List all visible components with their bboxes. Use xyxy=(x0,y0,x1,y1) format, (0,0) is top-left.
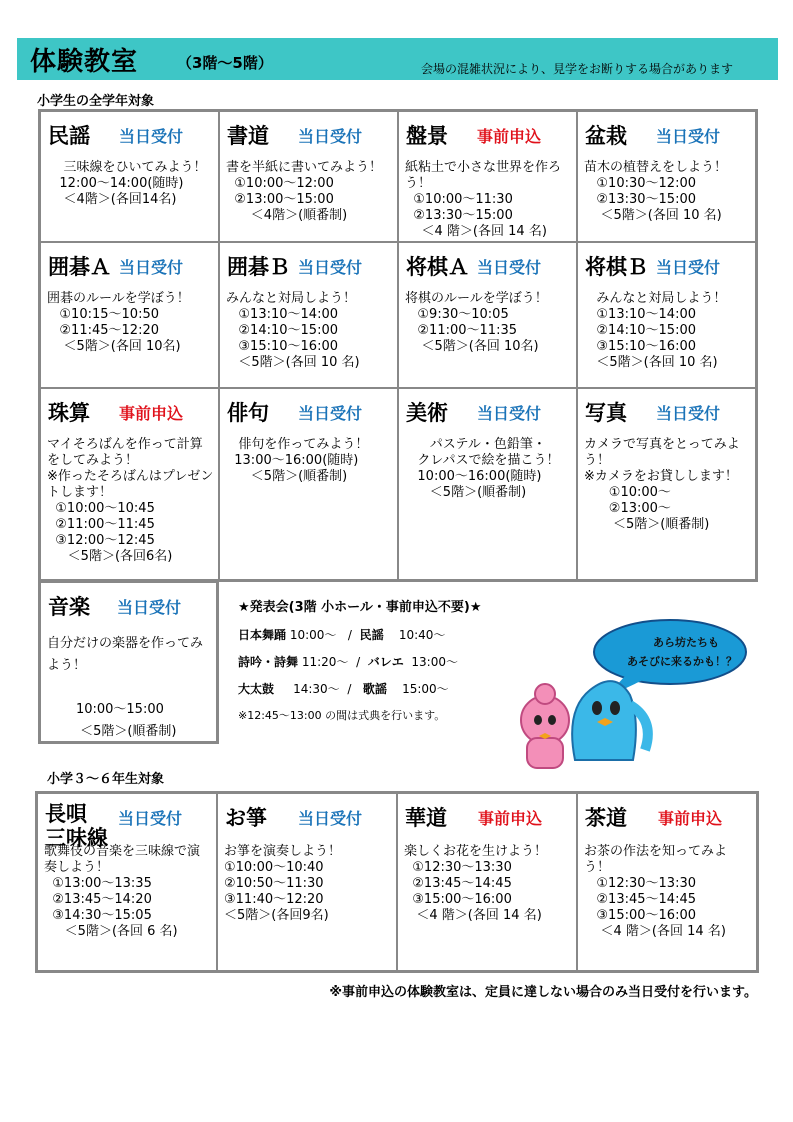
class-name: 将棋Ａ xyxy=(406,255,469,279)
class-cell xyxy=(397,793,577,971)
class-description: パステル・色鉛筆・ クレパスで絵を描こう！ 10:00～16:00(随時) ＜5階＞(順番制) xyxy=(417,437,560,500)
class-name: お箏 xyxy=(225,806,267,830)
recital-row: 日本舞踊 10:00～ / 民謡 10:40～ xyxy=(238,628,446,642)
speech-bubble-line1: あら坊たちも xyxy=(653,636,719,649)
speech-bubble-line2: あそびに来るかも！？ xyxy=(627,655,737,668)
class-cell xyxy=(37,793,217,971)
class-name: 書道 xyxy=(227,124,269,148)
registration-badge: 当日受付 xyxy=(298,404,363,423)
class-name: 長唄 三味線 xyxy=(45,802,108,850)
recital-row: 大太鼓 14:30～ / 歌謡 15:00～ xyxy=(238,682,449,696)
footer-note: ※事前申込の体験教室は、定員に達しない場合のみ当日受付を行います。 xyxy=(329,985,757,1000)
registration-badge: 当日受付 xyxy=(298,258,363,277)
class-description: 苗木の植替えをしよう！ ①10:30～12:00 ②13:30～15:00 ＜5階＞(各回 10 名) xyxy=(584,160,728,223)
section-grade3-6-label: 小学３～６年生対象 xyxy=(47,772,165,787)
class-description: 自分だけの楽器を作ってみよう！ 10:00～15:00 ＜5階＞(順番制) xyxy=(47,636,204,739)
class-cell xyxy=(398,388,577,580)
floors-label: （3階～5階） xyxy=(177,54,273,72)
class-description: お茶の作法を知ってみよう！ ①12:30～13:30 ②13:45～14:45 ③15:00～16:00 ＜4 階＞(各回 14 名) xyxy=(584,844,728,939)
class-cell xyxy=(577,793,757,971)
registration-badge: 当日受付 xyxy=(656,258,721,277)
class-name: 盤景 xyxy=(406,124,448,148)
class-name: 盆栽 xyxy=(585,124,627,148)
recital-info xyxy=(238,596,538,735)
class-description: 三味線をひいてみよう！ 12:00～14:00(随時) ＜4階＞(各回14名) xyxy=(59,160,207,207)
class-description: 将棋のルールを学ぼう！ ①9:30～10:05 ②11:00～11:35 ＜5階＞(各回 10名) xyxy=(405,291,548,354)
section-all-grades-label: 小学生の全学年対象 xyxy=(37,94,155,109)
registration-badge: 当日受付 xyxy=(119,258,184,277)
class-name: 珠算 xyxy=(48,401,90,425)
class-description: 歌舞伎の音楽を三味線で演奏しよう！ ①13:00～13:35 ②13:45～14:20 ③14:30～15:05 ＜5階＞(各回 6 名) xyxy=(44,844,201,939)
class-name: 俳句 xyxy=(227,401,269,425)
class-cell xyxy=(398,242,577,388)
registration-badge: 事前申込 xyxy=(477,127,542,146)
class-cell xyxy=(40,111,219,242)
class-description: カメラで写真をとってみよう！ ※カメラをお貸しします！ ①10:00～ ②13:00～ ＜5階＞(順番制) xyxy=(584,437,740,532)
class-name: 囲碁Ｂ xyxy=(227,255,290,279)
header-banner xyxy=(17,38,778,80)
class-cell xyxy=(577,242,756,388)
class-cell xyxy=(398,111,577,242)
class-name: 民謡 xyxy=(48,124,90,148)
registration-badge: 当日受付 xyxy=(298,127,363,146)
class-name: 将棋Ｂ xyxy=(585,255,648,279)
class-name: 華道 xyxy=(405,806,447,830)
class-description: 楽しくお花を生けよう！ ①12:30～13:30 ②13:45～14:45 ③15:00～16:00 ＜4 階＞(各回 14 名) xyxy=(404,844,548,923)
class-description: 俳句を作ってみよう！ 13:00～16:00(随時) ＜5階＞(順番制) xyxy=(234,437,369,484)
recital-row: 詩吟・詩舞 11:20～ / バレエ 13:00～ xyxy=(238,655,458,669)
registration-badge: 当日受付 xyxy=(656,127,721,146)
class-description: みんなと対局しよう！ ①13:10～14:00 ②14:10～15:00 ③15:10～16:00 ＜5階＞(各回 10 名) xyxy=(596,291,727,370)
registration-badge: 当日受付 xyxy=(656,404,721,423)
recital-title: ★発表会(3階 小ホール・事前申込不要)★ xyxy=(238,600,482,615)
class-name: 美術 xyxy=(406,401,448,425)
recital-note: ※12:45～13:00 の間は式典を行います。 xyxy=(238,709,446,722)
class-name: 音楽 xyxy=(48,595,90,619)
registration-badge: 当日受付 xyxy=(298,809,363,828)
page-title: 体験教室 xyxy=(30,47,139,77)
class-description: みんなと対局しよう！ ①13:10～14:00 ②14:10～15:00 ③15:10～16:00 ＜5階＞(各回 10 名) xyxy=(226,291,360,370)
registration-badge: 当日受付 xyxy=(477,258,542,277)
class-cell xyxy=(219,388,398,580)
class-cell xyxy=(217,793,397,971)
header-note: 会場の混雑状況により、見学をお断りする場合があります xyxy=(421,62,734,76)
class-cell xyxy=(219,111,398,242)
registration-badge: 当日受付 xyxy=(118,809,183,828)
class-cell xyxy=(40,388,219,580)
class-description: 紙粘土で小さな世界を作ろう！ ①10:00～11:30 ②13:30～15:00 ＜4 階＞(各回 14 名) xyxy=(405,160,562,239)
registration-badge: 事前申込 xyxy=(478,809,543,828)
mascot-illustration xyxy=(505,610,750,775)
class-cell xyxy=(40,242,219,388)
class-description: お箏を演奏しよう！ ①10:00～10:40 ②10:50～11:30 ③11:40～12:20 ＜5階＞(各回9名) xyxy=(224,844,342,923)
class-name: 囲碁Ａ xyxy=(48,255,111,279)
class-description: 囲碁のルールを学ぼう！ ①10:15～10:50 ②11:45～12:20 ＜5階＞(各回 10名) xyxy=(47,291,190,354)
registration-badge: 当日受付 xyxy=(119,127,184,146)
class-cell xyxy=(219,242,398,388)
registration-badge: 事前申込 xyxy=(119,404,184,423)
speech-bubble-shape xyxy=(594,620,746,684)
registration-badge: 当日受付 xyxy=(477,404,542,423)
class-description: 書を半紙に書いてみよう！ ①10:00～12:00 ②13:00～15:00 ＜4階＞(順番制) xyxy=(226,160,383,223)
class-name: 写真 xyxy=(585,401,627,425)
class-cell xyxy=(577,111,756,242)
class-name: 茶道 xyxy=(585,806,627,830)
registration-badge: 事前申込 xyxy=(658,809,723,828)
class-description: マイそろばんを作って計算をしてみよう！ ※作ったそろばんはプレゼントします！ ①10:00～10:45 ②11:00～11:45 ③12:00～12:45 ＜5階＞(各回6名) xyxy=(47,437,214,564)
class-cell xyxy=(577,388,756,580)
registration-badge: 当日受付 xyxy=(117,598,182,617)
class-cell-music xyxy=(38,580,219,744)
